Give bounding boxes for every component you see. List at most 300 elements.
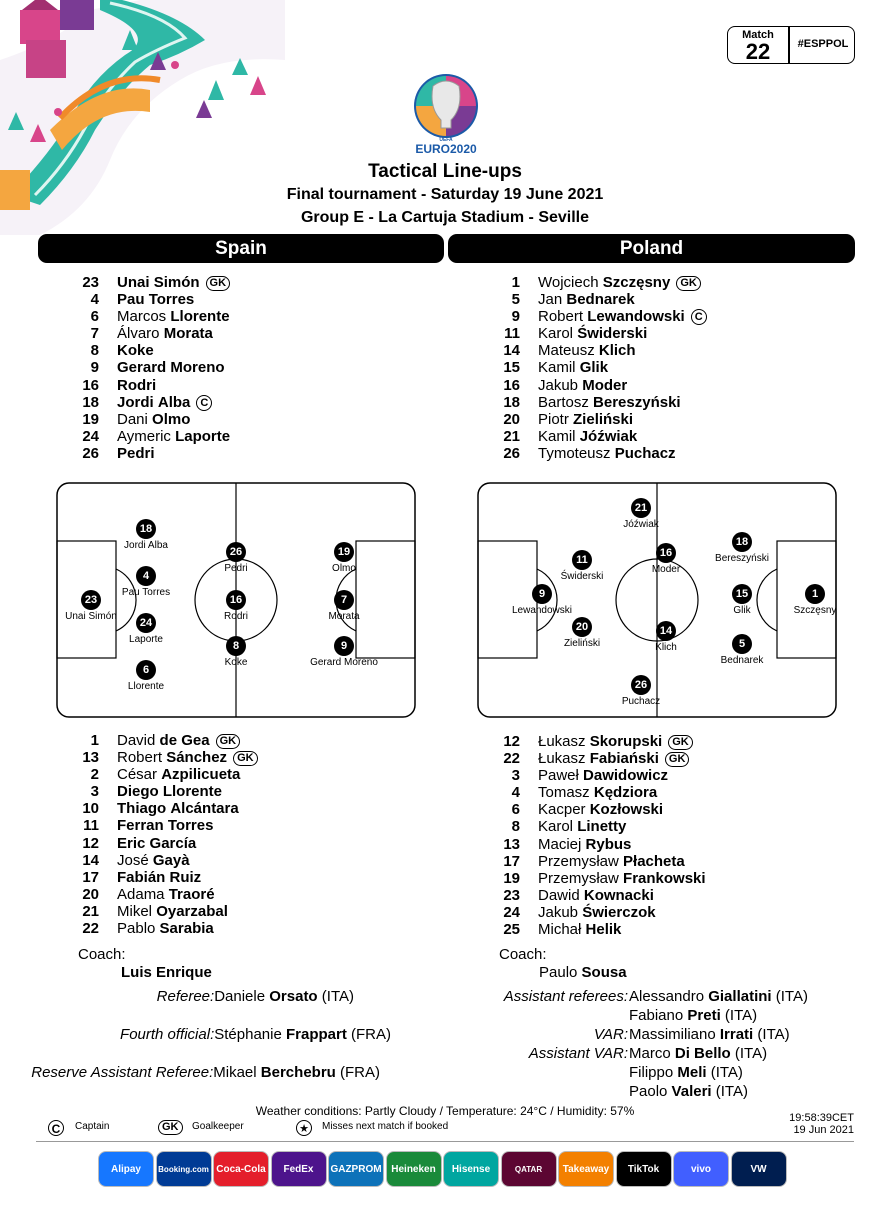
player-first-name: Michał bbox=[538, 921, 582, 939]
formation-marker: 9 bbox=[532, 584, 552, 604]
player-name bbox=[117, 359, 225, 376]
player-last-name: Traoré bbox=[168, 885, 215, 903]
sponsor-logo: FedEx bbox=[271, 1151, 327, 1187]
player-first-name: Fabián bbox=[117, 868, 166, 886]
assistant-1-first: Alessandro bbox=[629, 988, 705, 1005]
player-last-name: Linetty bbox=[577, 818, 627, 836]
player-last-name: Jóźwiak bbox=[579, 427, 638, 445]
avar-1-last: Di Bello bbox=[674, 1045, 731, 1062]
player-row bbox=[78, 886, 418, 903]
player-row bbox=[499, 904, 839, 921]
var-label-text: VAR: bbox=[593, 1026, 628, 1043]
player-name bbox=[117, 428, 230, 445]
player-row bbox=[78, 428, 418, 445]
reserve-first: Mikael bbox=[213, 1064, 257, 1081]
player-name bbox=[117, 411, 190, 428]
player-row bbox=[499, 733, 839, 750]
euro2020-logo bbox=[405, 68, 487, 158]
formation-marker: 15 bbox=[732, 584, 752, 604]
player-last-name: Azpilicueta bbox=[161, 766, 241, 784]
formation-player-name: Olmo bbox=[332, 563, 356, 574]
player-last-name: Świderski bbox=[577, 325, 648, 343]
poland-pitch-lines bbox=[477, 482, 837, 718]
poland-coach-last: Sousa bbox=[581, 964, 627, 981]
formation-marker: 26 bbox=[226, 542, 246, 562]
player-first-name: Unai bbox=[117, 274, 150, 291]
player-row bbox=[78, 377, 418, 394]
spain-starting-list bbox=[78, 274, 418, 462]
player-name bbox=[117, 835, 196, 852]
player-number: 26 bbox=[503, 444, 520, 462]
formation-player-name: Świderski bbox=[560, 571, 604, 582]
player-name bbox=[117, 817, 213, 834]
player-last-name: Rodri bbox=[117, 376, 157, 394]
player-first-name: Wojciech bbox=[538, 274, 599, 291]
assistant-referee-1 bbox=[629, 988, 808, 1005]
player-row bbox=[78, 869, 418, 886]
player-first-name: Piotr bbox=[538, 410, 569, 428]
player-first-name: Álvaro bbox=[117, 325, 160, 343]
team-bar-spain: Spain bbox=[38, 234, 444, 263]
formation-player-name: Llorente bbox=[127, 681, 165, 692]
player-last-name: Alcántara bbox=[170, 800, 239, 818]
player-name bbox=[117, 749, 258, 766]
player-name bbox=[538, 377, 627, 394]
player-name bbox=[117, 920, 214, 937]
player-name bbox=[117, 274, 230, 291]
player-name bbox=[117, 903, 228, 920]
player-last-name: Szczęsny bbox=[602, 274, 671, 291]
match-hashtag: #ESPPOL bbox=[797, 38, 849, 50]
weather-conditions: Weather conditions: Partly Cloudy / Temperature: 24°C / Humidity: 57% bbox=[255, 1104, 635, 1118]
formation-player-name: Morata bbox=[328, 611, 360, 622]
formation-marker: 11 bbox=[572, 550, 592, 570]
player-number: 12 bbox=[503, 733, 520, 750]
formation-player-name: Pau Torres bbox=[121, 587, 171, 598]
player-row bbox=[499, 325, 839, 342]
player-row bbox=[499, 308, 839, 325]
assistant-var-1 bbox=[629, 1045, 767, 1062]
player-last-name: Llorente bbox=[162, 783, 223, 801]
player-last-name: Puchacz bbox=[614, 444, 676, 462]
player-name bbox=[538, 784, 657, 801]
player-first-name: Ferran bbox=[117, 817, 164, 835]
player-row bbox=[78, 800, 418, 817]
player-last-name: Płacheta bbox=[623, 852, 685, 870]
player-number: 1 bbox=[90, 732, 99, 749]
player-number: 7 bbox=[90, 325, 99, 343]
player-first-name: Eric bbox=[117, 834, 146, 852]
player-row bbox=[78, 325, 418, 342]
player-number: 9 bbox=[511, 308, 520, 326]
player-number: 14 bbox=[82, 851, 99, 869]
player-first-name: Paweł bbox=[538, 767, 579, 785]
player-number: 3 bbox=[511, 767, 520, 785]
player-number: 8 bbox=[511, 818, 520, 836]
spain-substitutes-list bbox=[78, 732, 418, 937]
formation-marker: 8 bbox=[226, 636, 246, 656]
player-number: 16 bbox=[503, 376, 520, 394]
player-first-name: Kacper bbox=[538, 801, 586, 819]
player-last-name: García bbox=[149, 834, 197, 852]
poland-substitutes-list bbox=[499, 733, 839, 938]
player-first-name: Robert bbox=[117, 749, 163, 767]
player-name bbox=[117, 766, 240, 783]
sponsor-logo: Booking.com bbox=[156, 1151, 212, 1187]
timestamp bbox=[789, 1112, 854, 1136]
player-name bbox=[117, 783, 222, 800]
sponsor-logo: VW bbox=[731, 1151, 787, 1187]
player-first-name: Robert bbox=[538, 308, 584, 326]
player-number: 19 bbox=[503, 869, 520, 887]
player-row bbox=[499, 801, 839, 818]
player-last-name: Laporte bbox=[175, 427, 231, 445]
player-number: 2 bbox=[90, 766, 99, 784]
sponsor-logo: Hisense bbox=[443, 1151, 499, 1187]
goalkeeper-badge: GK bbox=[665, 752, 690, 767]
player-first-name: Pablo bbox=[117, 920, 156, 938]
timestamp-time: 19:58:39CET bbox=[789, 1112, 854, 1124]
formation-player-name: Klich bbox=[655, 642, 677, 653]
player-row bbox=[499, 750, 839, 767]
player-row bbox=[499, 887, 839, 904]
sponsor-logo: QATAR AIRWAYS bbox=[501, 1151, 557, 1187]
player-number: 21 bbox=[82, 902, 99, 920]
formation-player-name: Laporte bbox=[129, 634, 163, 645]
avar-3-nat: (ITA) bbox=[715, 1083, 748, 1100]
player-row bbox=[499, 411, 839, 428]
referee-last: Orsato bbox=[269, 988, 318, 1005]
player-row bbox=[499, 394, 839, 411]
player-row bbox=[499, 342, 839, 359]
var-last: Irrati bbox=[719, 1026, 754, 1043]
player-last-name: Ruiz bbox=[169, 868, 202, 886]
player-number: 14 bbox=[503, 342, 520, 360]
spain-coach-label: Coach: bbox=[78, 946, 126, 963]
player-name bbox=[538, 750, 689, 767]
player-last-name: Moreno bbox=[170, 359, 225, 377]
player-first-name: Tomasz bbox=[538, 784, 590, 802]
player-number: 24 bbox=[82, 427, 99, 445]
var-nat: (ITA) bbox=[757, 1026, 790, 1043]
match-label: Match bbox=[742, 29, 774, 41]
player-number: 18 bbox=[503, 393, 520, 411]
player-name bbox=[538, 325, 647, 342]
player-last-name: Bednarek bbox=[566, 291, 635, 309]
player-last-name: Skorupski bbox=[589, 733, 663, 750]
player-row bbox=[78, 835, 418, 852]
player-number: 19 bbox=[82, 410, 99, 428]
player-row bbox=[499, 784, 839, 801]
player-number: 4 bbox=[511, 784, 520, 802]
player-number: 16 bbox=[82, 376, 99, 394]
player-first-name: Pau bbox=[117, 291, 145, 309]
player-row bbox=[499, 291, 839, 308]
goalkeeper-badge: GK bbox=[206, 276, 231, 291]
goalkeeper-legend: Goalkeeper bbox=[192, 1121, 244, 1132]
poland-coach-label: Coach: bbox=[499, 946, 547, 963]
player-first-name: Aymeric bbox=[117, 427, 171, 445]
player-last-name: Glik bbox=[579, 359, 609, 377]
player-number: 6 bbox=[90, 308, 99, 326]
var-label bbox=[594, 1026, 628, 1043]
fourth-nat: (FRA) bbox=[351, 1026, 391, 1043]
captain-legend: Captain bbox=[75, 1121, 110, 1132]
player-last-name: Sarabia bbox=[159, 920, 214, 938]
reserve-assistant-referee bbox=[31, 1064, 380, 1081]
player-name bbox=[538, 308, 707, 325]
player-row bbox=[78, 359, 418, 376]
player-number: 10 bbox=[82, 800, 99, 818]
player-last-name: Bereszyński bbox=[593, 393, 681, 411]
sponsor-logo: GAZPROM bbox=[328, 1151, 384, 1187]
player-first-name: Przemysław bbox=[538, 852, 619, 870]
player-first-name: David bbox=[117, 732, 156, 749]
fourth-first: Stéphanie bbox=[214, 1026, 282, 1043]
player-row bbox=[78, 749, 418, 766]
player-name bbox=[117, 869, 201, 886]
player-row bbox=[78, 783, 418, 800]
player-row bbox=[499, 818, 839, 835]
player-number: 11 bbox=[83, 817, 99, 835]
goalkeeper-badge: GK bbox=[668, 735, 693, 750]
formation-marker: 23 bbox=[81, 590, 101, 610]
player-last-name: Kozłowski bbox=[589, 801, 664, 819]
player-first-name: Łukasz bbox=[538, 750, 586, 768]
player-number: 3 bbox=[90, 783, 99, 801]
player-last-name: Kędziora bbox=[593, 784, 658, 802]
player-row bbox=[499, 274, 839, 291]
player-name bbox=[538, 767, 668, 784]
referee-first: Daniele bbox=[214, 988, 266, 1005]
player-last-name: Koke bbox=[117, 342, 154, 360]
var-first: Massimiliano bbox=[629, 1026, 716, 1043]
player-first-name: Jakub bbox=[538, 376, 579, 394]
formation-player-name: Pedri bbox=[224, 563, 248, 574]
player-row bbox=[499, 445, 839, 462]
formation-player-name: Moder bbox=[651, 564, 681, 575]
formation-player-name: Jóźwiak bbox=[623, 519, 659, 530]
player-first-name: Karol bbox=[538, 325, 574, 343]
player-name bbox=[538, 904, 656, 921]
player-number: 18 bbox=[82, 393, 99, 411]
formation-player-name: Unai Simón bbox=[65, 611, 117, 622]
player-number: 23 bbox=[503, 886, 520, 904]
player-row bbox=[78, 903, 418, 920]
group-venue: Group E - La Cartuja Stadium - Seville bbox=[300, 209, 590, 226]
reserve-label: Reserve Assistant Referee: bbox=[31, 1064, 214, 1081]
assistant-var-2 bbox=[629, 1064, 743, 1081]
player-row bbox=[499, 921, 839, 938]
player-last-name: Świerczok bbox=[582, 903, 656, 921]
player-number: 21 bbox=[503, 427, 520, 445]
player-last-name: Simón bbox=[153, 274, 200, 291]
player-number: 24 bbox=[503, 903, 520, 921]
player-first-name: Thiago bbox=[117, 800, 167, 818]
page-title: Tactical Line-ups bbox=[368, 161, 522, 182]
player-last-name: de Gea bbox=[159, 732, 210, 749]
player-number: 22 bbox=[82, 920, 99, 938]
player-last-name: Oyarzabal bbox=[156, 902, 228, 920]
formation-player-name: Szczęsny bbox=[793, 605, 837, 616]
avar-3-first: Paolo bbox=[629, 1083, 668, 1100]
fourth-official bbox=[120, 1026, 391, 1043]
player-number: 20 bbox=[503, 410, 520, 428]
player-number: 9 bbox=[90, 359, 99, 377]
formation-player-name: Rodri bbox=[224, 611, 248, 622]
formation-player-name: Lewandowski bbox=[511, 605, 573, 616]
timestamp-date: 19 Jun 2021 bbox=[793, 1124, 854, 1136]
player-first-name: Mikel bbox=[117, 902, 153, 920]
player-name bbox=[538, 428, 637, 445]
team-bar-poland: Poland bbox=[448, 234, 855, 263]
reserve-nat: (FRA) bbox=[340, 1064, 380, 1081]
player-number: 5 bbox=[511, 291, 520, 309]
assistant-referees-label bbox=[504, 988, 628, 1005]
player-row bbox=[78, 817, 418, 834]
player-row bbox=[78, 394, 418, 411]
player-name bbox=[538, 342, 636, 359]
player-last-name: Moder bbox=[582, 376, 628, 394]
formation-marker: 21 bbox=[631, 498, 651, 518]
reserve-last: Berchebru bbox=[260, 1064, 336, 1081]
poland-pitch bbox=[477, 482, 837, 718]
player-number: 17 bbox=[82, 868, 99, 886]
player-number: 26 bbox=[82, 444, 99, 462]
formation-player-name: Zieliński bbox=[563, 638, 601, 649]
player-name bbox=[538, 411, 633, 428]
spain-pitch bbox=[56, 482, 416, 718]
booked-legend: Misses next match if booked bbox=[322, 1121, 449, 1132]
player-first-name: Kamil bbox=[538, 427, 576, 445]
formation-marker: 6 bbox=[136, 660, 156, 680]
player-last-name: Torres bbox=[148, 291, 195, 309]
player-first-name: Dani bbox=[117, 410, 148, 428]
player-last-name: Lewandowski bbox=[587, 308, 685, 326]
player-last-name: Zieliński bbox=[573, 410, 634, 428]
player-number: 11 bbox=[504, 325, 520, 343]
formation-marker: 26 bbox=[631, 675, 651, 695]
player-last-name: Llorente bbox=[170, 308, 230, 326]
player-name bbox=[538, 291, 635, 308]
assistant-referees-label-text: Assistant referees: bbox=[503, 988, 628, 1005]
player-name bbox=[538, 359, 608, 376]
player-row bbox=[78, 291, 418, 308]
sponsor-logo: Coca-Cola bbox=[213, 1151, 269, 1187]
formation-marker: 7 bbox=[334, 590, 354, 610]
player-name bbox=[538, 818, 626, 835]
player-row bbox=[78, 274, 418, 291]
player-last-name: Klich bbox=[598, 342, 636, 360]
formation-player-name: Bednarek bbox=[720, 655, 764, 666]
player-first-name: Bartosz bbox=[538, 393, 589, 411]
footer-divider bbox=[36, 1141, 854, 1142]
formation-marker: 24 bbox=[136, 613, 156, 633]
player-row bbox=[78, 732, 418, 749]
tournament-date: Final tournament - Saturday 19 June 2021 bbox=[286, 186, 604, 203]
player-row bbox=[499, 428, 839, 445]
player-name bbox=[538, 274, 701, 291]
player-row bbox=[499, 767, 839, 784]
player-last-name: Rybus bbox=[585, 835, 632, 853]
player-row bbox=[499, 853, 839, 870]
captain-badge: C bbox=[691, 309, 707, 325]
player-first-name: Jordi bbox=[117, 393, 154, 411]
formation-marker: 16 bbox=[226, 590, 246, 610]
player-last-name: Sánchez bbox=[166, 749, 228, 767]
player-number: 25 bbox=[503, 921, 520, 939]
spain-coach-name: Luis Enrique bbox=[121, 964, 212, 981]
referee-nat: (ITA) bbox=[321, 988, 354, 1005]
player-row bbox=[499, 836, 839, 853]
player-number: 22 bbox=[503, 750, 520, 768]
formation-marker: 19 bbox=[334, 542, 354, 562]
player-number: 13 bbox=[82, 749, 99, 767]
fourth-last: Frappart bbox=[285, 1026, 347, 1043]
goalkeeper-badge: GK bbox=[216, 734, 241, 749]
player-last-name: Olmo bbox=[152, 410, 191, 428]
player-last-name: Gayà bbox=[152, 851, 190, 869]
sponsor-logo: vivo bbox=[673, 1151, 729, 1187]
assistant-1-last: Giallatini bbox=[708, 988, 772, 1005]
player-name bbox=[538, 394, 681, 411]
player-name bbox=[117, 308, 230, 325]
star-legend-icon: ★ bbox=[296, 1120, 312, 1136]
player-row bbox=[499, 870, 839, 887]
player-first-name: Jakub bbox=[538, 903, 579, 921]
assistant-var-label bbox=[529, 1045, 628, 1062]
match-number: 22 bbox=[745, 39, 771, 64]
formation-marker: 20 bbox=[572, 617, 592, 637]
formation-marker: 1 bbox=[805, 584, 825, 604]
player-row bbox=[78, 342, 418, 359]
player-last-name: Dawidowicz bbox=[583, 767, 669, 785]
player-name bbox=[538, 445, 676, 462]
formation-marker: 16 bbox=[656, 543, 676, 563]
player-name bbox=[117, 886, 215, 903]
player-name bbox=[117, 291, 194, 308]
player-name bbox=[538, 887, 654, 904]
player-number: 12 bbox=[82, 834, 99, 852]
formation-marker: 18 bbox=[732, 532, 752, 552]
player-number: 23 bbox=[82, 274, 99, 291]
sponsor-logo: Alipay bbox=[98, 1151, 154, 1187]
player-last-name: Fabiański bbox=[589, 750, 659, 768]
goalkeeper-legend-icon: GK bbox=[158, 1120, 183, 1135]
player-name bbox=[117, 377, 156, 394]
player-row bbox=[78, 766, 418, 783]
player-first-name: Adama bbox=[117, 885, 165, 903]
player-first-name: Jan bbox=[538, 291, 563, 309]
referee-label: Referee: bbox=[156, 988, 215, 1005]
formation-player-name: Puchacz bbox=[621, 696, 661, 707]
player-row bbox=[78, 852, 418, 869]
player-last-name: Kownacki bbox=[583, 886, 654, 904]
player-first-name: José bbox=[117, 851, 149, 869]
player-first-name: Kamil bbox=[538, 359, 576, 377]
player-first-name: Przemysław bbox=[538, 869, 619, 887]
player-first-name: Marcos bbox=[117, 308, 167, 326]
player-row bbox=[78, 411, 418, 428]
player-number: 17 bbox=[503, 852, 520, 870]
player-last-name: Torres bbox=[167, 817, 214, 835]
assistant-1-nat: (ITA) bbox=[775, 988, 808, 1005]
var-official bbox=[629, 1026, 790, 1043]
goalkeeper-badge: GK bbox=[676, 276, 701, 291]
player-last-name: Alba bbox=[157, 393, 191, 411]
player-number: 15 bbox=[503, 359, 520, 377]
player-name bbox=[538, 801, 663, 818]
